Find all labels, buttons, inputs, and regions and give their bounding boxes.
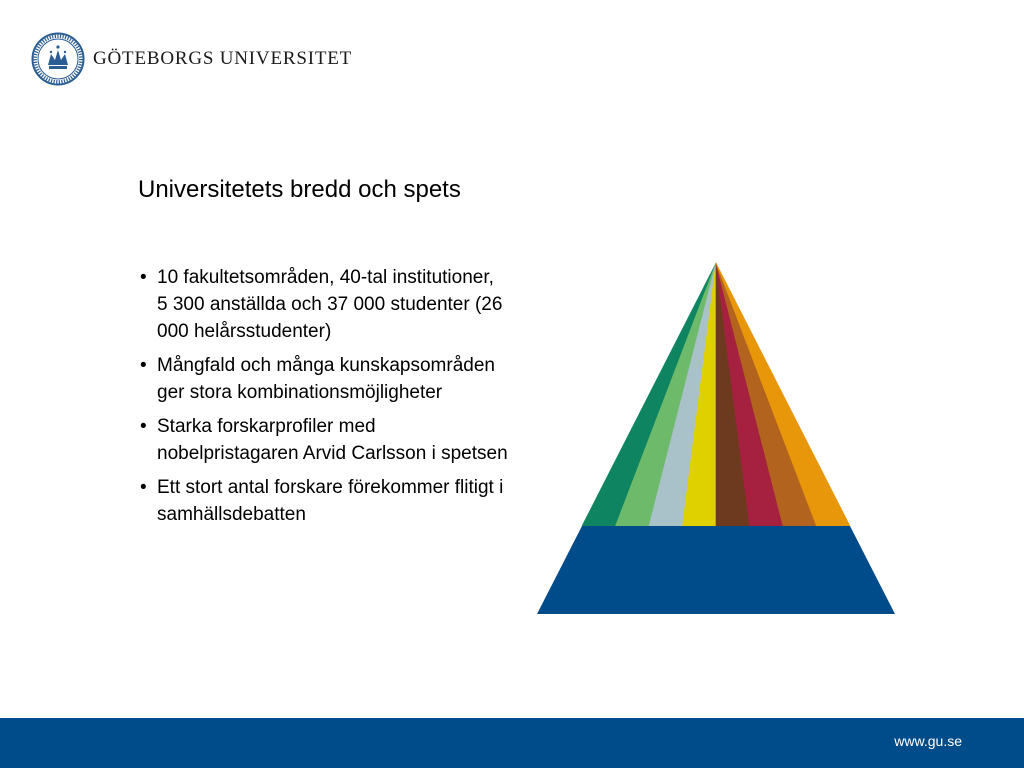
bullet-marker: • [140,267,147,288]
bullet-item [140,264,520,345]
pyramid-base [537,526,895,614]
bullet-item [140,352,520,406]
bullet-item [140,413,520,467]
bullet-text: Mångfald och många kunskapsområden ger stora kombinationsmöjligheter [157,355,495,403]
bullet-text: 10 fakultetsområden, 40-tal institutioner, 5 300 anställda och 37 000 studenter (26 000 helårsstudenter) [157,267,503,342]
bullet-list [140,264,520,535]
bullet-marker: • [140,477,147,498]
bullet-text: Ett stort antal forskare förekommer flitigt i samhällsdebatten [157,477,504,525]
university-seal-icon [31,32,85,86]
bullet-marker: • [140,416,147,437]
bullet-text: Starka forskarprofiler med nobelpristagaren Arvid Carlsson i spetsen [157,416,508,464]
footer-bar [0,718,1024,768]
bullet-marker: • [140,355,147,376]
slide-title: Universitetets bredd och spets [138,176,461,203]
university-name: GÖTEBORGS UNIVERSITET [93,48,353,69]
header [31,32,352,86]
pyramid-graphic [530,258,905,623]
footer-url-link[interactable]: www.gu.se [894,733,962,749]
bullet-item [140,474,520,528]
